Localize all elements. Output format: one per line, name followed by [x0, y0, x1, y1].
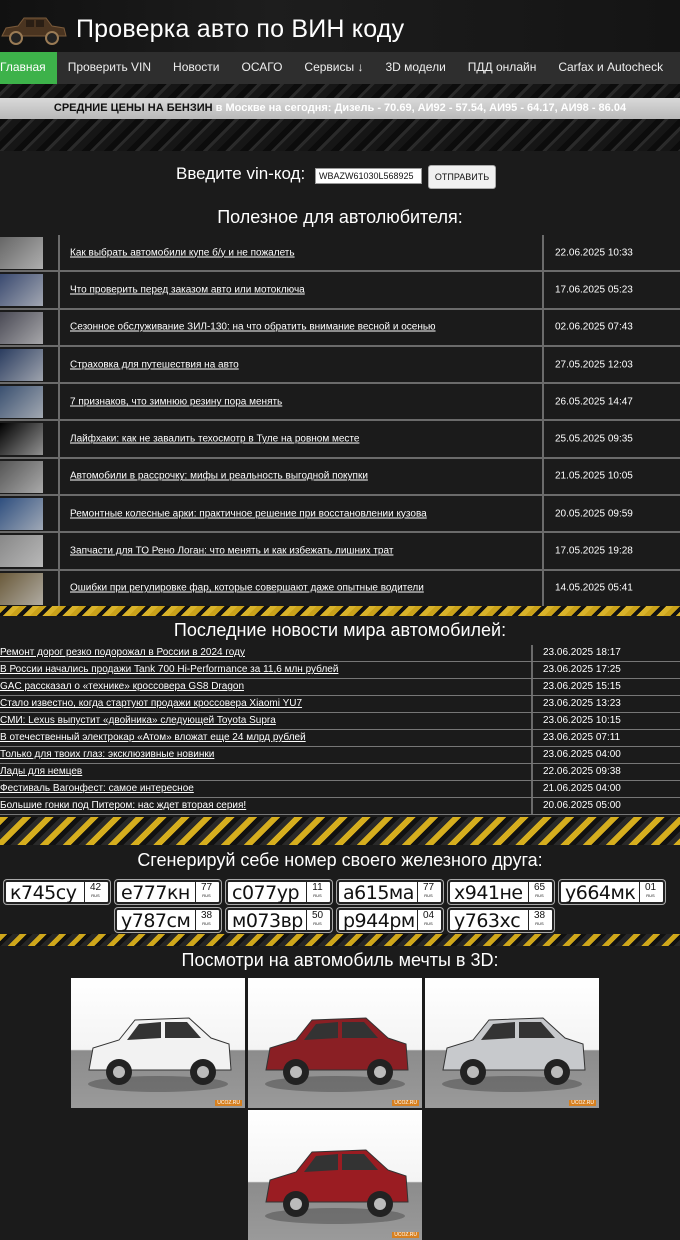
watermark: UCOZ.RU [394, 1232, 417, 1238]
article-title-cell [58, 235, 544, 270]
plate-region-code: 04 [422, 910, 435, 921]
watermark: UCOZ.RU [217, 1100, 240, 1106]
license-plate[interactable] [337, 908, 443, 932]
plates-title: Сгенерируй себе номер своего железного друга: [137, 850, 543, 870]
news-row [0, 662, 680, 679]
plate-number: м073вр [232, 910, 303, 932]
news-link[interactable]: Большие гонки под Питером: нас ждет вторая серия! [0, 800, 247, 811]
article-thumbnail[interactable] [0, 237, 43, 269]
article-link[interactable]: Запчасти для ТО Рено Логан: что менять и как избежать лишних трат [70, 545, 394, 557]
article-title-cell [58, 421, 544, 456]
plate-number: х941не [454, 882, 523, 904]
article-date: 21.05.2025 10:05 [555, 470, 633, 482]
decor-band [0, 934, 680, 946]
article-date: 14.05.2025 05:41 [555, 582, 633, 594]
news-date: 22.06.2025 09:38 [543, 766, 621, 777]
article-thumbnail[interactable] [0, 386, 43, 418]
news-row [0, 747, 680, 764]
news-divider [531, 696, 533, 712]
article-row [0, 384, 680, 421]
article-link[interactable]: Страховка для путешествия на авто [70, 359, 239, 371]
car-image-icon [425, 978, 599, 1108]
plate-number: с077ур [232, 882, 300, 904]
article-date: 02.06.2025 07:43 [555, 321, 633, 333]
license-plate[interactable] [559, 880, 665, 904]
plate-region [528, 882, 550, 902]
plate-number: а615ма [343, 882, 414, 904]
article-row [0, 533, 680, 570]
news-divider [531, 798, 533, 814]
license-plate[interactable] [337, 880, 443, 904]
plate-region [417, 882, 439, 902]
article-thumbnail[interactable] [0, 349, 43, 381]
plate-number: у763хс [454, 910, 521, 932]
model-card-red-sedan[interactable] [248, 978, 422, 1108]
news-row [0, 764, 680, 781]
plate-region [195, 882, 217, 902]
nav-item-pdd-online[interactable]: ПДД онлайн [467, 60, 537, 74]
article-date: 27.05.2025 12:03 [555, 359, 633, 371]
news-link[interactable]: Лады для немцев [0, 766, 83, 777]
plate-region-code: 50 [311, 910, 324, 921]
fuel-prices-values: в Москве на сегодня: Дизель - 70.69, АИ92 - 57.54, АИ95 - 64.17, АИ98 - 86.04 [212, 102, 627, 114]
news-date: 20.06.2025 05:00 [543, 800, 621, 811]
license-plate[interactable] [4, 880, 110, 904]
news-date: 21.06.2025 04:00 [543, 783, 621, 794]
plate-country: RUS [424, 893, 433, 898]
news-row [0, 798, 680, 815]
plate-region-code: 38 [200, 910, 213, 921]
model-card-white-pickup[interactable] [71, 978, 245, 1108]
news-date: 23.06.2025 18:17 [543, 647, 621, 658]
license-plate[interactable] [226, 908, 332, 932]
news-row [0, 696, 680, 713]
plate-number: к745су [10, 882, 77, 904]
news-row [0, 645, 680, 662]
news-divider [531, 764, 533, 780]
news-divider [531, 730, 533, 746]
news-date: 23.06.2025 17:25 [543, 664, 621, 675]
news-link[interactable]: GAC рассказал о «технике» кроссовера GS8 Dragon [0, 681, 245, 692]
model-card-silver-sedan[interactable] [425, 978, 599, 1108]
nav-item-carfax[interactable]: Carfax и Autocheck [558, 60, 664, 74]
plate-region [306, 882, 328, 902]
site-title[interactable]: Проверка авто по ВИН коду [76, 15, 405, 43]
news-row [0, 679, 680, 696]
nav-item-check-vin[interactable]: Проверить VIN [67, 60, 152, 74]
plate-number: у664мк [565, 882, 636, 904]
news-row [0, 730, 680, 747]
news-date: 23.06.2025 04:00 [543, 749, 621, 760]
news-link[interactable]: Стало известно, когда стартуют продажи кроссовера Xiaomi YU7 [0, 698, 303, 709]
car-image-icon [71, 978, 245, 1108]
article-row [0, 496, 680, 533]
car-image-icon [248, 978, 422, 1108]
article-thumbnail[interactable] [0, 535, 43, 567]
watermark: UCOZ.RU [394, 1100, 417, 1106]
news-title: Последние новости мира автомобилей: [173, 620, 507, 640]
article-row [0, 272, 680, 309]
nav-item-home[interactable]: Главная [0, 52, 57, 84]
article-link[interactable]: Как выбрать автомобили купе б/у и не пожалеть [70, 247, 295, 259]
article-link[interactable]: Что проверить перед заказом авто или мотоключа [70, 284, 305, 296]
article-row [0, 310, 680, 347]
news-link[interactable]: Ремонт дорог резко подорожал в России в 2024 году [0, 647, 245, 658]
article-title-cell [58, 459, 544, 494]
nav-item-news[interactable]: Новости [173, 60, 220, 74]
news-divider [531, 645, 533, 661]
plate-country: RUS [202, 893, 211, 898]
article-title-cell [58, 533, 544, 568]
news-divider [531, 679, 533, 695]
news-date: 23.06.2025 13:23 [543, 698, 621, 709]
plate-region [195, 910, 217, 930]
article-link[interactable]: Ремонтные колесные арки: практичное решение при восстановлении кузова [70, 508, 427, 520]
news-row [0, 781, 680, 798]
license-plate[interactable] [115, 880, 221, 904]
article-row [0, 235, 680, 272]
article-thumbnail[interactable] [0, 274, 43, 306]
article-date: 20.05.2025 09:59 [555, 508, 633, 520]
watermark: UCOZ.RU [571, 1100, 594, 1106]
article-date: 25.05.2025 09:35 [555, 433, 633, 445]
article-link[interactable]: Ошибки при регулировке фар, которые совершают даже опытные водители [70, 582, 424, 594]
plate-region [306, 910, 328, 930]
article-date: 17.06.2025 05:23 [555, 284, 633, 296]
article-thumbnail[interactable] [0, 573, 43, 605]
news-table [0, 645, 680, 815]
article-link[interactable]: Сезонное обслуживание ЗИЛ-130: на что обратить внимание весной и осенью [70, 321, 436, 333]
article-row [0, 421, 680, 458]
article-date: 17.05.2025 19:28 [555, 545, 633, 557]
article-title-cell [58, 310, 544, 345]
article-link[interactable]: 7 признаков, что зимнюю резину пора менять [70, 396, 283, 408]
articles-table [0, 235, 680, 608]
article-thumbnail[interactable] [0, 423, 43, 455]
news-link[interactable]: В отечественный электрокар «Атом» вложат еще 24 млрд рублей [0, 732, 306, 743]
vin-label: Введите vin-код: [176, 164, 306, 183]
plate-region-code: 77 [200, 882, 213, 893]
article-thumbnail[interactable] [0, 312, 43, 344]
plate-number: у787см [121, 910, 191, 932]
news-divider [531, 713, 533, 729]
article-link[interactable]: Лайфхаки: как не завалить техосмотр в Туле на ровном месте [70, 433, 360, 445]
article-title-cell [58, 347, 544, 382]
plate-country: RUS [313, 921, 322, 926]
article-link[interactable]: Автомобили в рассрочку: мифы и реальность выгодной покупки [70, 470, 368, 482]
news-date: 23.06.2025 07:11 [543, 732, 621, 743]
news-link[interactable]: Фестиваль Вагонфест: самое интересное [0, 783, 194, 794]
decor-band [0, 84, 680, 98]
vintage-car-logo-icon[interactable] [0, 12, 68, 46]
plate-region [528, 910, 550, 930]
license-plate[interactable] [115, 908, 221, 932]
plate-country: RUS [646, 893, 655, 898]
article-date: 22.06.2025 10:33 [555, 247, 633, 259]
plate-region-code: 77 [422, 882, 435, 893]
news-row [0, 713, 680, 730]
plate-number: р944рм [343, 910, 415, 932]
plate-country: RUS [91, 893, 100, 898]
article-thumbnail[interactable] [0, 461, 43, 493]
article-thumbnail[interactable] [0, 498, 43, 530]
decor-band [0, 606, 680, 616]
news-link[interactable]: В России начались продажи Tank 700 Hi-Performance за 11,6 млн рублей [0, 664, 339, 675]
license-plate[interactable] [448, 908, 554, 932]
license-plate[interactable] [226, 880, 332, 904]
plate-region [417, 910, 439, 930]
article-date: 26.05.2025 14:47 [555, 396, 633, 408]
fuel-prices-banner [0, 98, 680, 119]
nav-item-osago[interactable]: ОСАГО [241, 60, 283, 74]
articles-title: Полезное для автолюбителя: [217, 207, 463, 227]
plate-region-code: 42 [89, 882, 102, 893]
decor-band [0, 119, 680, 151]
news-date: 23.06.2025 15:15 [543, 681, 621, 692]
news-date: 23.06.2025 10:15 [543, 715, 621, 726]
news-divider [531, 747, 533, 763]
plate-country: RUS [535, 893, 544, 898]
plate-country: RUS [313, 893, 322, 898]
models-title: Посмотри на автомобиль мечты в 3D: [181, 950, 499, 970]
plate-region-code: 01 [644, 882, 657, 893]
vin-input[interactable] [315, 168, 422, 184]
plate-country: RUS [424, 921, 433, 926]
news-divider [531, 662, 533, 678]
article-title-cell [58, 384, 544, 419]
plate-region-code: 38 [533, 910, 546, 921]
main-nav [0, 52, 680, 84]
article-title-cell [58, 272, 544, 307]
model-card-red-hatchback[interactable] [248, 1110, 422, 1240]
vin-submit-button[interactable]: ОТПРАВИТЬ [428, 165, 496, 189]
nav-item-services[interactable]: Сервисы ↓ [304, 60, 364, 74]
article-row [0, 571, 680, 608]
article-title-cell [58, 496, 544, 531]
article-row [0, 459, 680, 496]
article-row [0, 347, 680, 384]
plate-region [639, 882, 661, 902]
news-link[interactable]: СМИ: Lexus выпустит «двойника» следующей Toyota Supra [0, 715, 276, 726]
plate-region-code: 65 [533, 882, 546, 893]
license-plate[interactable] [448, 880, 554, 904]
plate-country: RUS [202, 921, 211, 926]
article-title-cell [58, 571, 544, 606]
decor-band [0, 817, 680, 845]
news-link[interactable]: Только для твоих глаз: эксклюзивные новинки [0, 749, 215, 760]
site-header [0, 0, 680, 52]
car-image-icon [248, 1110, 422, 1240]
plate-country: RUS [535, 921, 544, 926]
fuel-prices-lead: СРЕДНИЕ ЦЕНЫ НА БЕНЗИН [53, 102, 213, 114]
plate-number: е777кн [121, 882, 190, 904]
vin-form [0, 162, 680, 192]
nav-item-3d-models[interactable]: 3D модели [385, 60, 446, 74]
plate-region [84, 882, 106, 902]
news-divider [531, 781, 533, 797]
plate-region-code: 11 [312, 882, 323, 893]
